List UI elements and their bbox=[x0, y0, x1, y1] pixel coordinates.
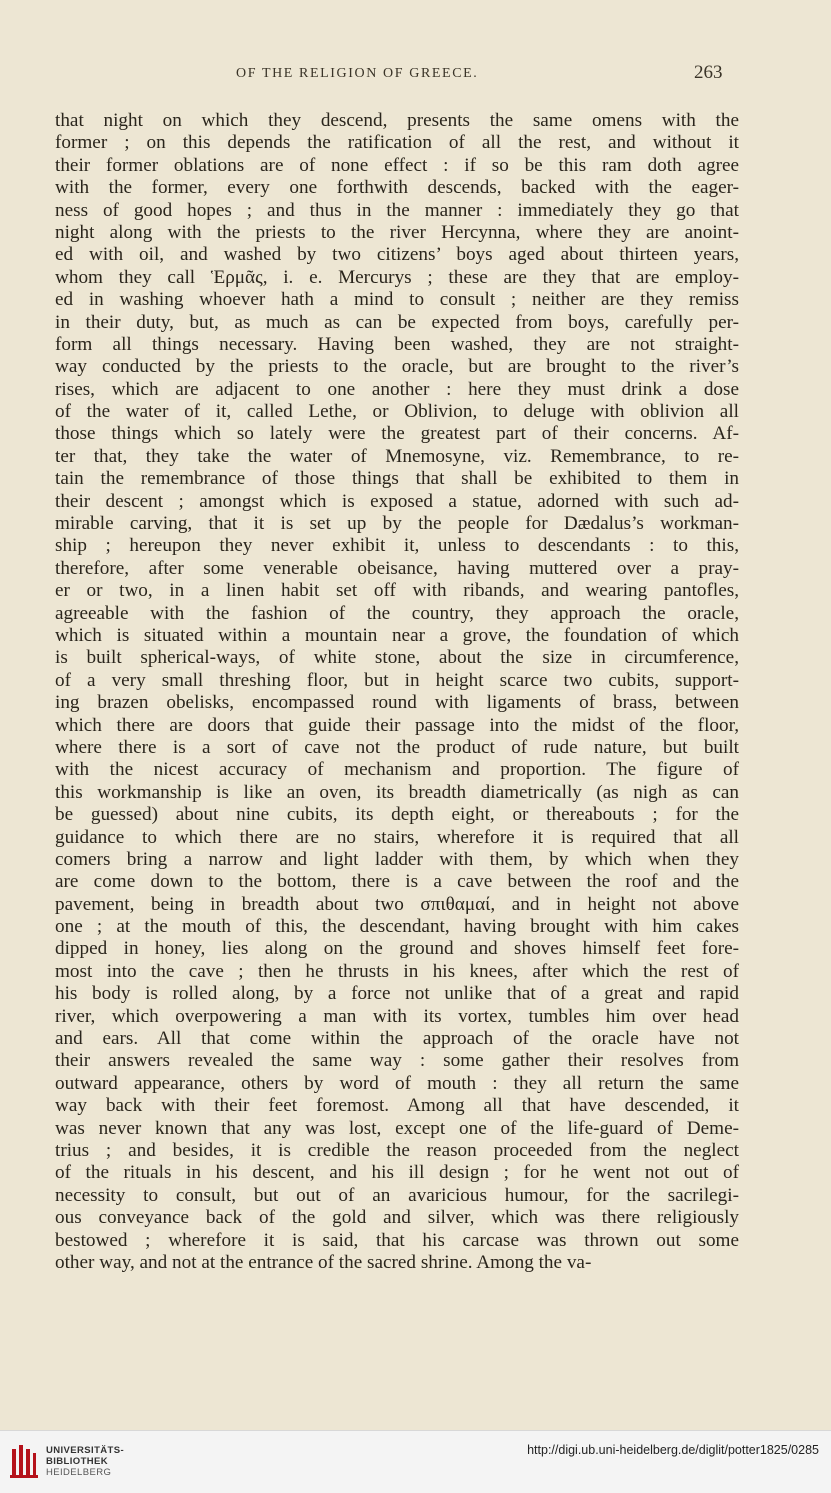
text-line: are come down to the bottom, there is a cave between the roof and the bbox=[55, 871, 739, 893]
text-line: this workmanship is like an oven, its breadth diametrically (as nigh as can bbox=[55, 781, 739, 803]
text-line: of the water of it, called Lethe, or Oblivion, to deluge with oblivion all bbox=[55, 401, 739, 423]
text-line: that night on which they descend, presents the same omens with the bbox=[55, 110, 739, 131]
text-line: which there are doors that guide their passage into the midst of the floor, bbox=[55, 714, 739, 736]
library-name bbox=[46, 1445, 124, 1478]
page-number: 263 bbox=[694, 62, 723, 83]
text-line: tain the remembrance of those things that shall be exhibited to them in bbox=[55, 468, 739, 490]
text-line: ous conveyance back of the gold and silver, which was there religiously bbox=[55, 1207, 739, 1229]
text-line: former ; on this depends the ratification of all the rest, and without it bbox=[55, 132, 739, 154]
text-line: ship ; hereupon they never exhibit it, unless to descendants : to this, bbox=[55, 535, 739, 557]
text-line: those things which so lately were the greatest part of their concerns. Af- bbox=[55, 423, 739, 445]
text-line: mirable carving, that it is set up by the people for Dædalus’s workman- bbox=[55, 513, 739, 535]
text-line: other way, and not at the entrance of the sacred shrine. Among the va- bbox=[55, 1251, 592, 1273]
text-line: of a very small threshing floor, but in height scarce two cubits, support- bbox=[55, 669, 739, 691]
text-line: is built spherical-ways, of white stone, about the size in circumference, bbox=[55, 647, 739, 669]
text-line: trius ; and besides, it is credible the reason proceeded from the neglect bbox=[55, 1139, 739, 1161]
text-line: most into the cave ; then he thrusts in his knees, after which the rest of bbox=[55, 960, 739, 982]
text-line: comers bring a narrow and light ladder with them, by which when they bbox=[55, 848, 739, 870]
text-line: their descent ; amongst which is exposed a statue, adorned with such ad- bbox=[55, 490, 739, 512]
text-line: be guessed) about nine cubits, its depth eight, or thereabouts ; for the bbox=[55, 804, 739, 826]
text-line: night along with the priests to the river Hercynna, where they are anoint- bbox=[55, 221, 739, 243]
text-line: therefore, after some venerable obeisance, having muttered over a pray- bbox=[55, 557, 739, 579]
text-line: where there is a sort of cave not the product of rude nature, but built bbox=[55, 736, 739, 758]
library-name-line2: BIBLIOTHEK bbox=[46, 1456, 109, 1467]
text-line: in their duty, but, as much as can be expected from boys, carefully per- bbox=[55, 311, 739, 333]
text-line: outward appearance, others by word of mouth : they all return the same bbox=[55, 1072, 739, 1094]
text-line: their former oblations are of none effect : if so be this ram doth agree bbox=[55, 154, 739, 176]
text-line: their answers revealed the same way : some gather their resolves from bbox=[55, 1050, 739, 1072]
text-line: ter that, they take the water of Mnemosyne, viz. Remembrance, to re- bbox=[55, 445, 739, 467]
text-line: and ears. All that come within the approach of the oracle have not bbox=[55, 1028, 739, 1050]
text-line: with the former, every one forthwith descends, backed with the eager- bbox=[55, 177, 739, 199]
running-head bbox=[0, 62, 831, 88]
text-line: was never known that any was lost, except one of the life-guard of Deme- bbox=[55, 1117, 739, 1139]
text-line: ness of good hopes ; and thus in the manner : immediately they go that bbox=[55, 199, 739, 221]
running-head-title: OF THE RELIGION OF GREECE. bbox=[236, 66, 479, 81]
text-line: necessity to consult, but out of an avaricious humour, for the sacrilegi- bbox=[55, 1184, 739, 1206]
text-line: which is situated within a mountain near a grove, the foundation of which bbox=[55, 624, 739, 646]
text-line: er or two, in a linen habit set off with ribands, and wearing pantofles, bbox=[55, 580, 739, 602]
footer-bar bbox=[0, 1430, 831, 1493]
text-line: way conducted by the priests to the oracle, but are brought to the river’s bbox=[55, 356, 739, 378]
text-line: guidance to which there are no stairs, wherefore it is required that all bbox=[55, 826, 739, 848]
text-line: way back with their feet foremost. Among all that have descended, it bbox=[55, 1095, 739, 1117]
library-logo-icon bbox=[10, 1443, 38, 1479]
library-name-line3: HEIDELBERG bbox=[46, 1467, 112, 1478]
library-name-line1: UNIVERSITÄTS- bbox=[46, 1445, 125, 1456]
text-line: ed with oil, and washed by two citizens’ boys aged about thirteen years, bbox=[55, 244, 739, 266]
text-line: of the rituals in his descent, and his ill design ; for he went not out of bbox=[55, 1162, 739, 1184]
text-line: his body is rolled along, by a force not unlike that of a great and rapid bbox=[55, 983, 739, 1005]
text-line: agreeable with the fashion of the country, they approach the oracle, bbox=[55, 602, 739, 624]
text-line: rises, which are adjacent to one another : here they must drink a dose bbox=[55, 378, 739, 400]
text-line: one ; at the mouth of this, the descendant, having brought with him cakes bbox=[55, 916, 739, 938]
text-line: pavement, being in breadth about two σπιθαμαί, and in height not above bbox=[55, 893, 739, 915]
text-line: ing brazen obelisks, encompassed round with ligaments of brass, between bbox=[55, 692, 739, 714]
text-line: ed in washing whoever hath a mind to consult ; neither are they remiss bbox=[55, 289, 739, 311]
text-line: whom they call Ἑρμᾶς, i. e. Mercurys ; these are they that are employ- bbox=[55, 266, 739, 288]
text-line: dipped in honey, lies along on the ground and shoves himself feet fore- bbox=[55, 938, 739, 960]
text-line: form all things necessary. Having been washed, they are not straight- bbox=[55, 333, 739, 355]
text-line: river, which overpowering a man with its vortex, tumbles him over head bbox=[55, 1005, 739, 1027]
body-text bbox=[55, 110, 739, 1274]
text-line: with the nicest accuracy of mechanism and proportion. The figure of bbox=[55, 759, 739, 781]
text-line: bestowed ; wherefore it is said, that his carcase was thrown out some bbox=[55, 1229, 739, 1251]
source-url-link[interactable]: http://digi.ub.uni-heidelberg.de/diglit/potter1825/0285 bbox=[527, 1443, 819, 1457]
